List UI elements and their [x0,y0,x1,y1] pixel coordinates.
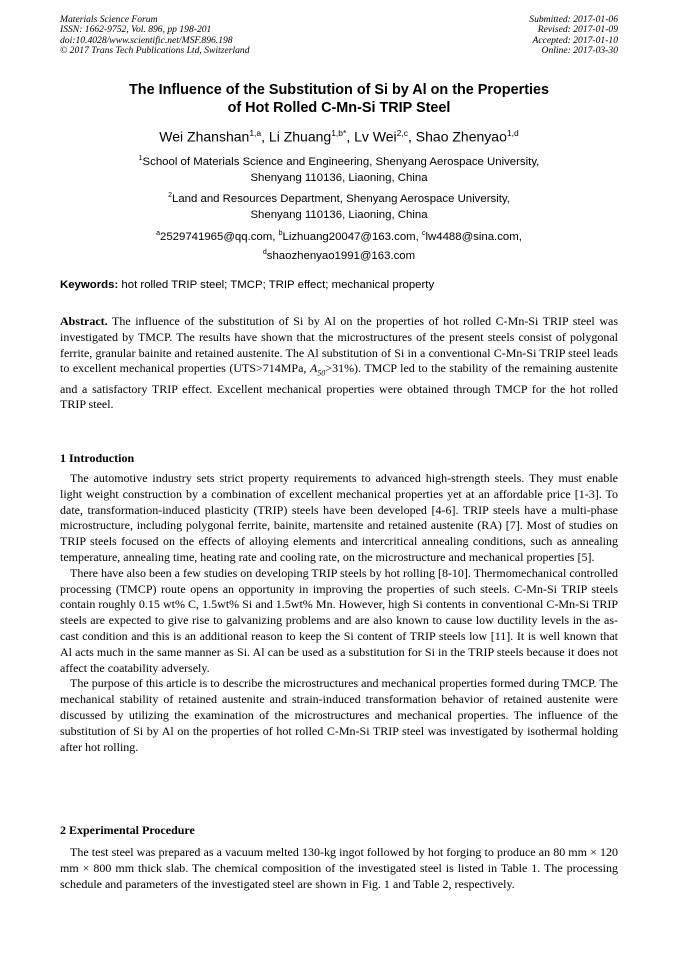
email-address: lw4488@sina.com, [425,230,522,243]
affiliation-1 [60,151,618,187]
abstract-label: Abstract. [60,314,108,328]
journal-header-right [529,15,618,57]
author-name: Shao Zhenyao [415,128,507,145]
email-address: Lizhuang20047@163.com, [282,230,422,243]
accepted-date: Accepted: 2017-01-10 [532,34,618,46]
email-address: 2529741965@qq.com, [159,230,279,243]
section-heading-experimental: 2 Experimental Procedure [60,823,195,837]
email-mark: a [156,230,160,237]
affiliation-line: Shenyang 110136, Liaoning, China [250,172,428,185]
affiliation-line: Land and Resources Department, Shenyang Aerospace University, [172,192,510,205]
affiliation-2 [60,188,618,224]
doi-line: doi:10.4028/www.scientific.net/MSF.896.198 [60,34,233,46]
author-affiliation-mark: 1,a [249,128,262,138]
journal-name: Materials Science Forum [60,14,158,25]
keywords-label: Keywords: [60,279,119,291]
paragraph: There have also been a few studies on developing TRIP steels by hot rolling [8-10]. Thermomechanical controlled processing (TMCP) route opens an opportunity in improving the properties of such steels. C-Mn-Si TRIP steels contain roughly 0.15 wt% C, 1.5wt% Si and 1.5wt% Mn. However, high Si contents in conventional C-Mn-Si TRIP steels are expected to give rise to galvanizing problems and are also known to cause low ductility levels in the as-cast condition and this is an additional reason to keep the Si content of TRIP steels low [11]. It is well known that Al acts much in the same manner as Si. Al can be used as a substitution for Si in the TRIP steels because it does not affect the coatability adversely. [60,565,618,675]
paragraph: The test steel was prepared as a vacuum melted 130-kg ingot followed by hot forging to produce an 80 mm × 120 mm × 800 mm thick slab. The chemical composition of the investigated steel is listed in Table 1. The processing schedule and parameters of the investigated steel are shown in Fig. 1 and Table 2, respectively. [60,845,618,891]
email-address: shaozhenyao1991@163.com [266,250,416,263]
issn-line: ISSN: 1662-9752, Vol. 896, pp 198-201 [60,24,212,36]
section-heading-introduction: 1 Introduction [60,451,135,465]
affiliation-mark: 2 [168,192,172,199]
paragraph: The purpose of this article is to describe the microstructures and mechanical properties formed during TMCP. The mechanical stability of retained austenite and strain-induced transformation behavior of retained austenite were discussed by utilizing the examination of the microstructures and mechanical properties. The influence of the substitution of Si by Al on the properties of hot rolled C-Mn-Si TRIP steel was investigated by isothermal holding after hot rolling. [60,676,618,754]
experimental-body [60,845,618,892]
email-mark: d [262,249,267,257]
revised-date: Revised: 2017-01-09 [537,24,618,36]
author-name: Wei Zhanshan [159,128,250,145]
affiliation-mark: 1 [138,155,143,162]
title-line-1: The Influence of the Substitution of Si by Al on the Properties [128,82,549,98]
author-affiliation-mark: 2,c [396,128,408,138]
affiliation-line: School of Materials Science and Engineering, Shenyang Aerospace University, [142,155,540,168]
keywords-line [60,278,618,293]
keywords-text: hot rolled TRIP steel; TMCP; TRIP effect; mechanical property [118,279,435,291]
submitted-date: Submitted: 2017-01-06 [529,14,618,25]
copyright-line: © 2017 Trans Tech Publications Ltd, Switzerland [60,45,250,57]
email-mark: c [422,230,426,237]
paper-title [60,81,618,117]
journal-header-left [60,15,250,57]
abstract [60,314,618,413]
abstract-text: >31%). TMCP led to the stability of the remaining austenite and a satisfactory TRIP effect. Excellent mechanical properties were obtained through TMCP for the hot rolled TRIP steel. [60,361,619,412]
email-list [60,226,618,265]
elongation-symbol: A [309,361,318,376]
paragraph: The automotive industry sets strict property requirements to advanced high-strength steels. They must enable light weight construction by a combination of excellent mechanical properties yet at an affordable price [1-3]. To date, transformation-induced plasticity (TRIP) steels have been developed [4-6]. TRIP steels have a multi-phase microstructure, including polygonal ferrite, bainite, martensite and retained austenite (RA) [7]. Most of studies on TRIP steels focused on the effects of alloying elements and intercritical annealing conditions, such as annealing temperature, annealing time, heating rate and cooling rate, on the microstructure and mechanical properties [5]. [60,471,618,564]
author-affiliation-mark: 1,d [506,128,519,138]
author-name: Li Zhuang [268,128,332,145]
email-mark: b [278,230,283,237]
author-name: Lv Wei [354,128,397,145]
author-affiliation-mark: 1,b* [331,128,347,138]
abstract-text: The influence of the substitution of Si by Al on the properties of hot rolled C-Mn-Si TRIP steel was investigated by TMCP. The results have shown that the microstructures of the present steels consist of polygonal ferrite, granular bainite and retained austenite. The Al substitution of Si in a conventional C-Mn-Si TRIP steel leads to excellent mechanical properties (UTS>714MPa, [60,314,618,376]
introduction-body [60,471,618,755]
affiliation-line: Shenyang 110136, Liaoning, China [250,209,428,222]
author-list: Wei Zhanshan$^{1,a}$, Li Zhuang$^{1,b*}$, Lv Wei$^{2,c}$, Shao Zhenyao$^{1,d}$ [159,128,519,145]
online-date: Online: 2017-03-30 [541,45,618,57]
title-line-2: of Hot Rolled C-Mn-Si TRIP Steel [227,100,451,116]
elongation-subscript: 50 [317,368,326,378]
